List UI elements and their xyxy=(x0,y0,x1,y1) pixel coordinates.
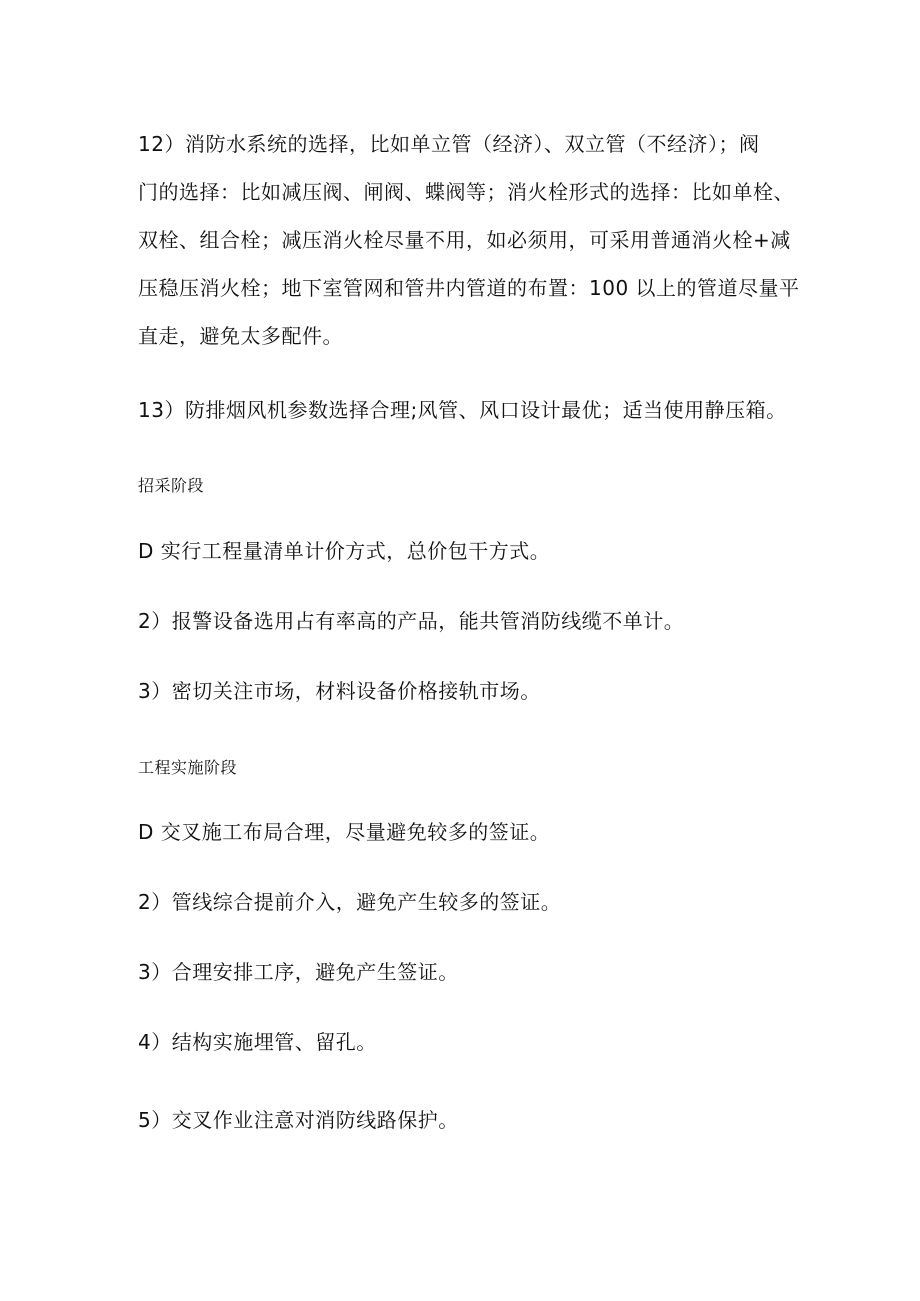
item-12-line: 双栓、组合栓；减压消火栓尽量不用，如必须用，可采用普通消火栓+减 xyxy=(138,228,791,252)
construction-item-2: 2）管线综合提前介入，避免产生较多的签证。 xyxy=(138,890,562,914)
section-heading-procurement: 招采阶段 xyxy=(138,476,205,495)
procurement-item-3: 3）密切关注市场，材料设备价格接轨市场。 xyxy=(138,679,541,703)
item-12-paragraph xyxy=(138,120,800,360)
item-12-line: 门的选择：比如减压阀、闸阀、蝶阀等；消火栓形式的选择：比如单栓、 xyxy=(138,180,794,204)
item-12-line: 12）消防水系统的选择，比如单立管（经济）、双立管（不经济）；阀 xyxy=(138,132,760,156)
item-12-line: 压稳压消火栓；地下室管网和管井内管道的布置：100 以上的管道尽量平 xyxy=(138,276,800,300)
section-heading-construction: 工程实施阶段 xyxy=(138,758,238,777)
item-12-line: 直走，避免太多配件。 xyxy=(138,324,343,348)
construction-item-3: 3）合理安排工序，避免产生签证。 xyxy=(138,960,459,984)
construction-item-4: 4）结构实施埋管、留孔。 xyxy=(138,1030,377,1054)
procurement-item-2: 2）报警设备选用占有率高的产品，能共管消防线缆不单计。 xyxy=(138,609,685,633)
construction-item-5: 5）交叉作业注意对消防线路保护。 xyxy=(138,1108,459,1132)
item-13-paragraph: 13）防排烟风机参数选择合理;风管、风口设计最优；适当使用静压箱。 xyxy=(138,398,787,422)
procurement-item-1: D 实行工程量清单计价方式，总价包干方式。 xyxy=(138,539,551,563)
construction-item-1: D 交叉施工布局合理，尽量避免较多的签证。 xyxy=(138,820,551,844)
